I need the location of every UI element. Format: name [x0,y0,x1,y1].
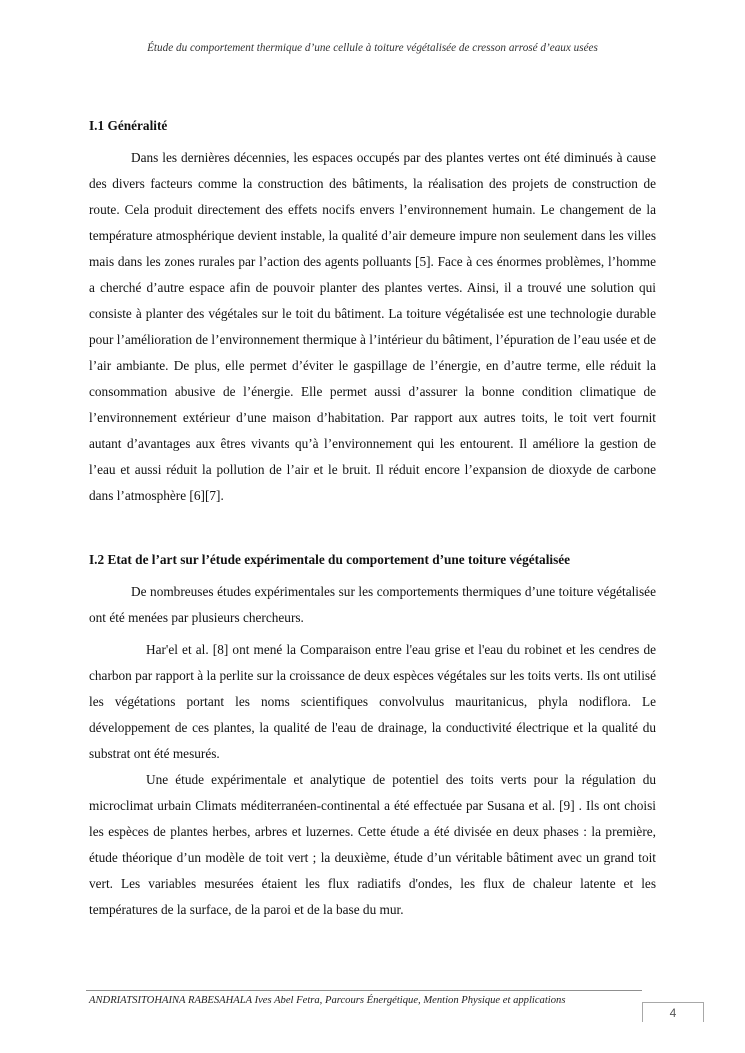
paragraph-intro-etudes: De nombreuses études expérimentales sur les comportements thermiques d’une toiture végétalisée ont été menées par plusieurs chercheurs. [89,584,656,625]
paragraph-harel: Har'el et al. [8] ont mené la Comparaison entre l'eau grise et l'eau du robinet et les cendres de charbon par rapport à la perlite sur la croissance de deux espèces végétales sur les toits verts. Ils ont utilisé les végétations portant les noms scientifiques convolvulus mauritanicus, phyla nodiflora. Le développement de ces plantes, la qualité de l'eau de drainage, la conductivité électrique et la qualité du substrat ont été mesurés. [89,642,656,761]
section-heading-etat-de-lart: I.2 Etat de l’art sur l’étude expérimentale du comportement d’une toiture végétalisée [89,552,571,567]
document-body [89,113,656,929]
footer-divider [86,990,642,991]
section-heading-generalite: I.1 Généralité [89,118,168,133]
footer-author-line: ANDRIATSITOHAINA RABESAHALA Ives Abel Fetra, Parcours Énergétique, Mention Physique et applications [89,995,566,1006]
paragraph-generalite: Dans les dernières décennies, les espaces occupés par des plantes vertes ont été diminués à cause des divers facteurs comme la construction des bâtiments, la réalisation des projets de construction de route. Cela produit directement des effets nocifs envers l’environnement humain. Le changement de la température atmosphérique devient instable, la qualité d’air demeure impure non seulement dans les villes mais dans les zones rurales par l’action des agents polluants [5]. Face à ces énormes problèmes, l’homme a cherché d’autre espace afin de pouvoir planter des plantes vertes. Ainsi, il a trouvé une solution qui consiste à planter des végétales sur le toit du bâtiment. La toiture végétalisée est une technologie durable pour l’amélioration de l’environnement thermique à l’intérieur du bâtiment, l’épuration de l’eau usée et de l’air ambiante. De plus, elle permet d’éviter le gaspillage de l’énergie, en d’autre terme, elle réduit la consommation abusive de l’énergie. Elle permet aussi d’assurer la bonne condition climatique de l’environnement extérieur d’une maison d’habitation. Par rapport aux autres toits, le toit vert fournit autant d’avantages aux êtres vivants qu’à l’environnement qui les entourent. Il améliore la gestion de l’eau et aussi réduit la pollution de l’air et le bruit. Il réduit encore l’expansion de dioxyde de carbone dans l’atmosphère [6][7]. [89,150,656,503]
paragraph-susana: Une étude expérimentale et analytique de potentiel des toits verts pour la régulation du microclimat urbain Climats méditerranéen-continental a été effectuée par Susana et al. [9] . Ils ont choisi les espèces de plantes herbes, arbres et luzernes. Cette étude a été divisée en deux phases : la première, étude théorique d’un modèle de toit vert ; la deuxième, étude d’un véritable bâtiment avec un grand toit vert. Les variables mesurées étaient les flux radiatifs d'ondes, les flux de chaleur latente et les températures de la surface, de la paroi et de la base du mur. [89,772,656,917]
running-header: Étude du comportement thermique d’une cellule à toiture végétalisée de cresson arrosé d’eaux usées [147,42,598,54]
page-number: 4 [642,1002,704,1022]
